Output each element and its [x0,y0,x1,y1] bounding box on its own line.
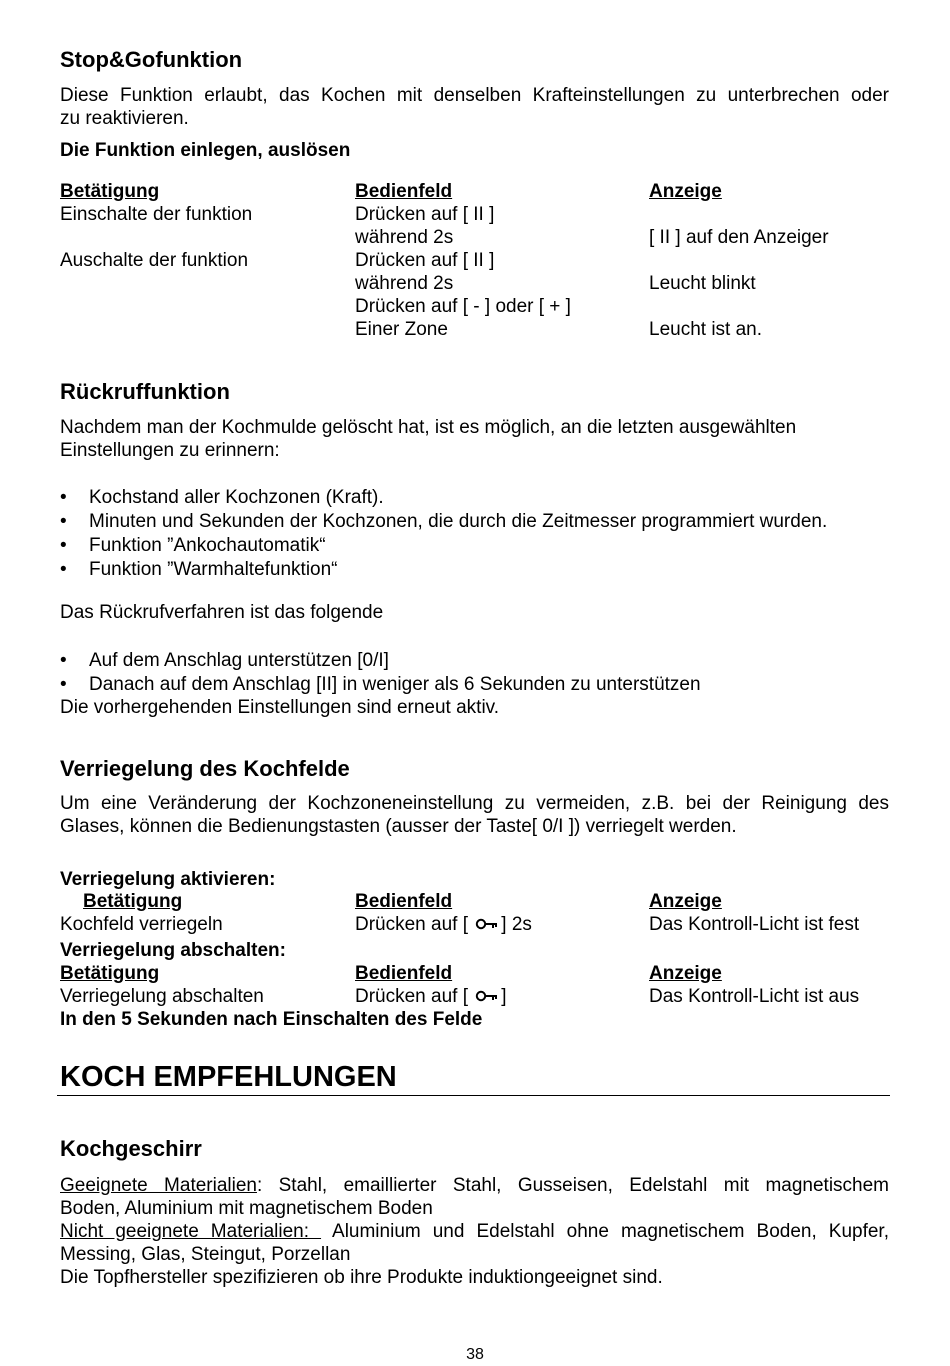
list-item: • Auf dem Anschlag unterstützen [0/I] [60,649,889,673]
cell-betaetigung: Einschalte der funktion [60,204,253,225]
key-icon [475,988,499,1004]
col-header-betaetigung: Betätigung [60,181,160,202]
lock-deactivate-heading: Verriegelung abschalten: [60,940,286,961]
col-header-anzeige: Anzeige [649,891,722,912]
stopgo-intro-line1: Diese Funktion erlaubt, das Kochen mit denselben Krafteinstellungen zu unterbrechen oder [60,85,889,106]
lock-note: In den 5 Sekunden nach Einschalten des Felde [60,1009,483,1030]
cell-betaetigung: Auschalte der funktion [60,250,249,271]
cell-bedienfeld-post: ] [501,986,507,1007]
unsuitable-materials-text: Aluminium und Edelstahl ohne magnetischem Boden, Kupfer, [321,1221,889,1242]
list-item: • Minuten und Sekunden der Kochzonen, die durch die Zeitmesser programmiert wurden. [60,510,889,534]
cell-anzeige: Das Kontroll-Licht ist fest [649,914,860,935]
unsuitable-materials-label: Nicht geeignete Materialien: [60,1221,322,1242]
stopgo-title: Stop&Gofunktion [60,47,243,72]
cell-bedienfeld-pre: Drücken auf [ [355,914,468,935]
col-header-bedienfeld: Bedienfeld [355,891,453,912]
key-icon [475,916,499,932]
stopgo-table-row [60,249,889,272]
stopgo-table-row [60,203,889,226]
stopgo-subheading: Die Funktion einlegen, auslösen [60,140,351,161]
col-header-anzeige: Anzeige [649,963,722,984]
stopgo-intro-line2: zu reaktivieren. [60,108,189,129]
cell-anzeige: [ II ] auf den Anzeiger [649,227,829,248]
stopgo-table-row [60,318,889,341]
stopgo-table-row [60,295,889,318]
unsuitable-materials-line2: Messing, Glas, Steingut, Porzellan [60,1244,351,1265]
col-header-bedienfeld: Bedienfeld [355,963,453,984]
suitable-materials-label: Geeignete Materialien [60,1175,257,1196]
cell-bedienfeld: Drücken auf [ II ] [355,250,495,271]
lock-intro-line1: Um eine Veränderung der Kochzoneneinstellung zu vermeiden, z.B. bei der Reinigung des [60,793,889,814]
cell-bedienfeld [355,913,532,936]
suitable-materials-text: : Stahl, emaillierter Stahl, Gusseisen, Edelstahl mit magnetischem [256,1175,890,1196]
manufacturers-note: Die Topfhersteller spezifizieren ob ihre Produkte induktiongeeignet sind. [60,1267,663,1288]
recall-closing: Die vorhergehenden Einstellungen sind erneut aktiv. [60,697,500,718]
lock-activate-table-header [60,890,889,913]
list-item: • Funktion ”Warmhaltefunktion“ [60,558,889,582]
cell-bedienfeld: Einer Zone [355,319,448,340]
suitable-materials-line1 [60,1174,889,1197]
cell-betaetigung: Verriegelung abschalten [60,986,264,1007]
lock-activate-heading: Verriegelung aktivieren: [60,869,276,890]
cell-bedienfeld-post: ] 2s [501,914,532,935]
lock-deactivate-table-header [60,962,889,985]
cell-bedienfeld: Drücken auf [ II ] [355,204,495,225]
stopgo-table-row [60,272,889,295]
col-header-betaetigung: Betätigung [60,963,160,984]
cell-bedienfeld: während 2s [355,273,454,294]
lock-deactivate-row [60,985,889,1008]
unsuitable-materials-line1 [60,1220,889,1243]
page-number: 38 [466,1346,484,1363]
cell-bedienfeld-pre: Drücken auf [ [355,986,468,1007]
recall-intro-line1: Nachdem man der Kochmulde gelöscht hat, ist es möglich, an die letzten ausgewählten [60,417,797,438]
suitable-materials-line2: Boden, Aluminium mit magnetischem Boden [60,1198,433,1219]
lock-intro-line2: Glases, können die Bedienungstasten (ausser der Taste[ 0/I ]) verriegelt werden. [60,816,737,837]
cooking-subtitle: Kochgeschirr [60,1136,202,1161]
cooking-section-title: KOCH EMPFEHLUNGEN [60,1061,397,1093]
cell-anzeige: Leucht ist an. [649,319,763,340]
list-item: • Danach auf dem Anschlag [II] in weniger als 6 Sekunden zu unterstützen [60,673,889,697]
list-item: • Kochstand aller Kochzonen (Kraft). [60,486,889,510]
cell-anzeige: Leucht blinkt [649,273,756,294]
section-divider [57,1095,890,1096]
cell-bedienfeld: Drücken auf [ - ] oder [ + ] [355,296,571,317]
cell-betaetigung: Kochfeld verriegeln [60,914,223,935]
cell-bedienfeld [355,985,507,1008]
stopgo-table-header [60,180,889,203]
col-header-anzeige: Anzeige [649,181,722,202]
recall-procedure-intro: Das Rückrufverfahren ist das folgende [60,602,384,623]
cell-anzeige: Das Kontroll-Licht ist aus [649,986,860,1007]
lock-activate-row [60,913,889,936]
cell-bedienfeld: während 2s [355,227,454,248]
recall-title: Rückruffunktion [60,379,230,404]
recall-list [60,486,889,582]
list-item: • Funktion ”Ankochautomatik“ [60,534,889,558]
col-header-bedienfeld: Bedienfeld [355,181,453,202]
col-header-betaetigung: Betätigung [83,891,183,912]
stopgo-table-row [60,226,889,249]
lock-title: Verriegelung des Kochfelde [60,756,350,781]
recall-intro-line2: Einstellungen zu erinnern: [60,440,280,461]
recall-steps-list [60,649,889,697]
